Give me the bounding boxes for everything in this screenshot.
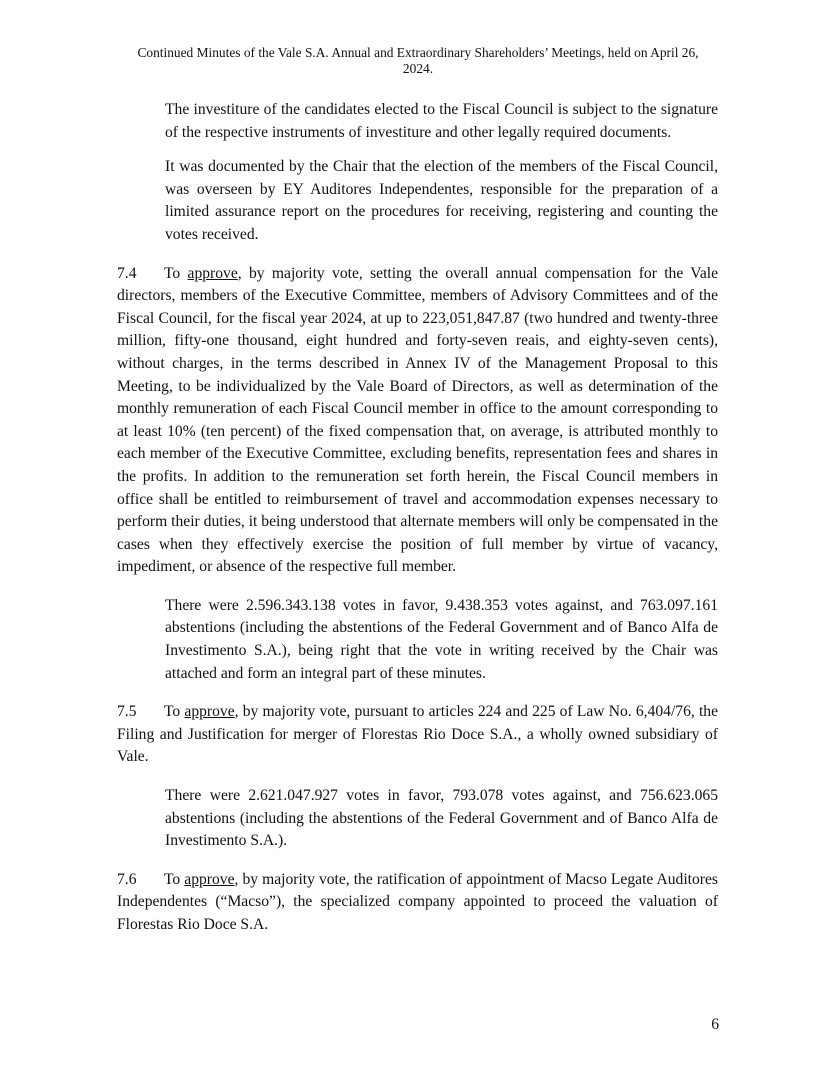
item-text: , by majority vote, the ratification of appointment of Macso Legate Auditores Independentes (“Macso”), the specialized company appointed to proceed the valuation of Florestas Rio Doce S.A. — [117, 870, 718, 933]
document-body — [117, 99, 718, 937]
item-lead: To — [164, 264, 188, 282]
approve-keyword: approve — [184, 703, 235, 721]
item-number: 7.5 — [117, 703, 137, 721]
item-lead: To — [164, 870, 185, 888]
item-text: , by majority vote, setting the overall annual compensation for the Vale directors, members of the Executive Committee, members of Advisory Committees and of the Fiscal Council, for the fiscal year 2024, at up to 223,051,847.87 (two hundred and twenty-three million, fifty-one thousand, eight hundred and forty-seven reais, and eighty-seven cents), without charges, in the terms described in Annex IV of the Management Proposal to this Meeting, to be individualized by the Vale Board of Directors, as well as determination of the monthly remuneration of each Fiscal Council member in office to the amount corresponding to at least 10% (ten percent) of the fixed compensation that, on average, is attributed monthly to each member of the Executive Committee, excluding benefits, representation fees and shares in the profits. In addition to the remuneration set forth herein, the Fiscal Council members in office shall be entitled to reimbursement of travel and accommodation expenses necessary to perform their duties, it being understood that alternate members will only be compensated in the cases when they effectively exercise the position of full member by virtue of vacancy, impediment, or absence of the respective full member. — [117, 264, 718, 576]
item-number: 7.6 — [117, 870, 137, 888]
item-7-6 — [117, 869, 718, 937]
header-line-2: 2024. — [402, 61, 434, 76]
header-line-1: Continued Minutes of the Vale S.A. Annual and Extraordinary Shareholders’ Meetings, held on April 26, — [137, 45, 699, 60]
investiture-paragraph: The investiture of the candidates elected to the Fiscal Council is subject to the signature of the respective instruments of investiture and other legally required documents. — [165, 101, 718, 141]
approve-keyword: approve — [184, 870, 235, 888]
approve-keyword: approve — [187, 264, 238, 282]
election-oversight-paragraph: It was documented by the Chair that the election of the members of the Fiscal Council, was overseen by EY Auditores Independentes, responsible for the preparation of a limited assurance report on the procedures for receiving, registering and counting the votes received. — [165, 158, 718, 243]
item-7-4 — [117, 263, 718, 579]
item-7-4-votes: There were 2.596.343.138 votes in favor, 9.438.353 votes against, and 763.097.161 abstentions (including the abstentions of the Federal Government and of Banco Alfa de Investimento S.A.), being right that the vote in writing received by the Chair was attached and form an integral part of these minutes. — [165, 596, 718, 682]
item-7-5-votes: There were 2.621.047.927 votes in favor, 793.078 votes against, and 756.623.065 abstentions (including the abstentions of the Federal Government and of Banco Alfa de Investimento S.A.). — [165, 787, 718, 850]
page-header — [118, 45, 718, 77]
item-text: , by majority vote, pursuant to articles 224 and 225 of Law No. 6,404/76, the Filing and Justification for merger of Florestas Rio Doce S.A., a wholly owned subsidiary of Vale. — [117, 703, 718, 766]
item-7-5 — [117, 701, 718, 769]
item-number: 7.4 — [117, 264, 137, 282]
page-number: 6 — [711, 1016, 719, 1033]
item-lead: To — [164, 703, 185, 721]
